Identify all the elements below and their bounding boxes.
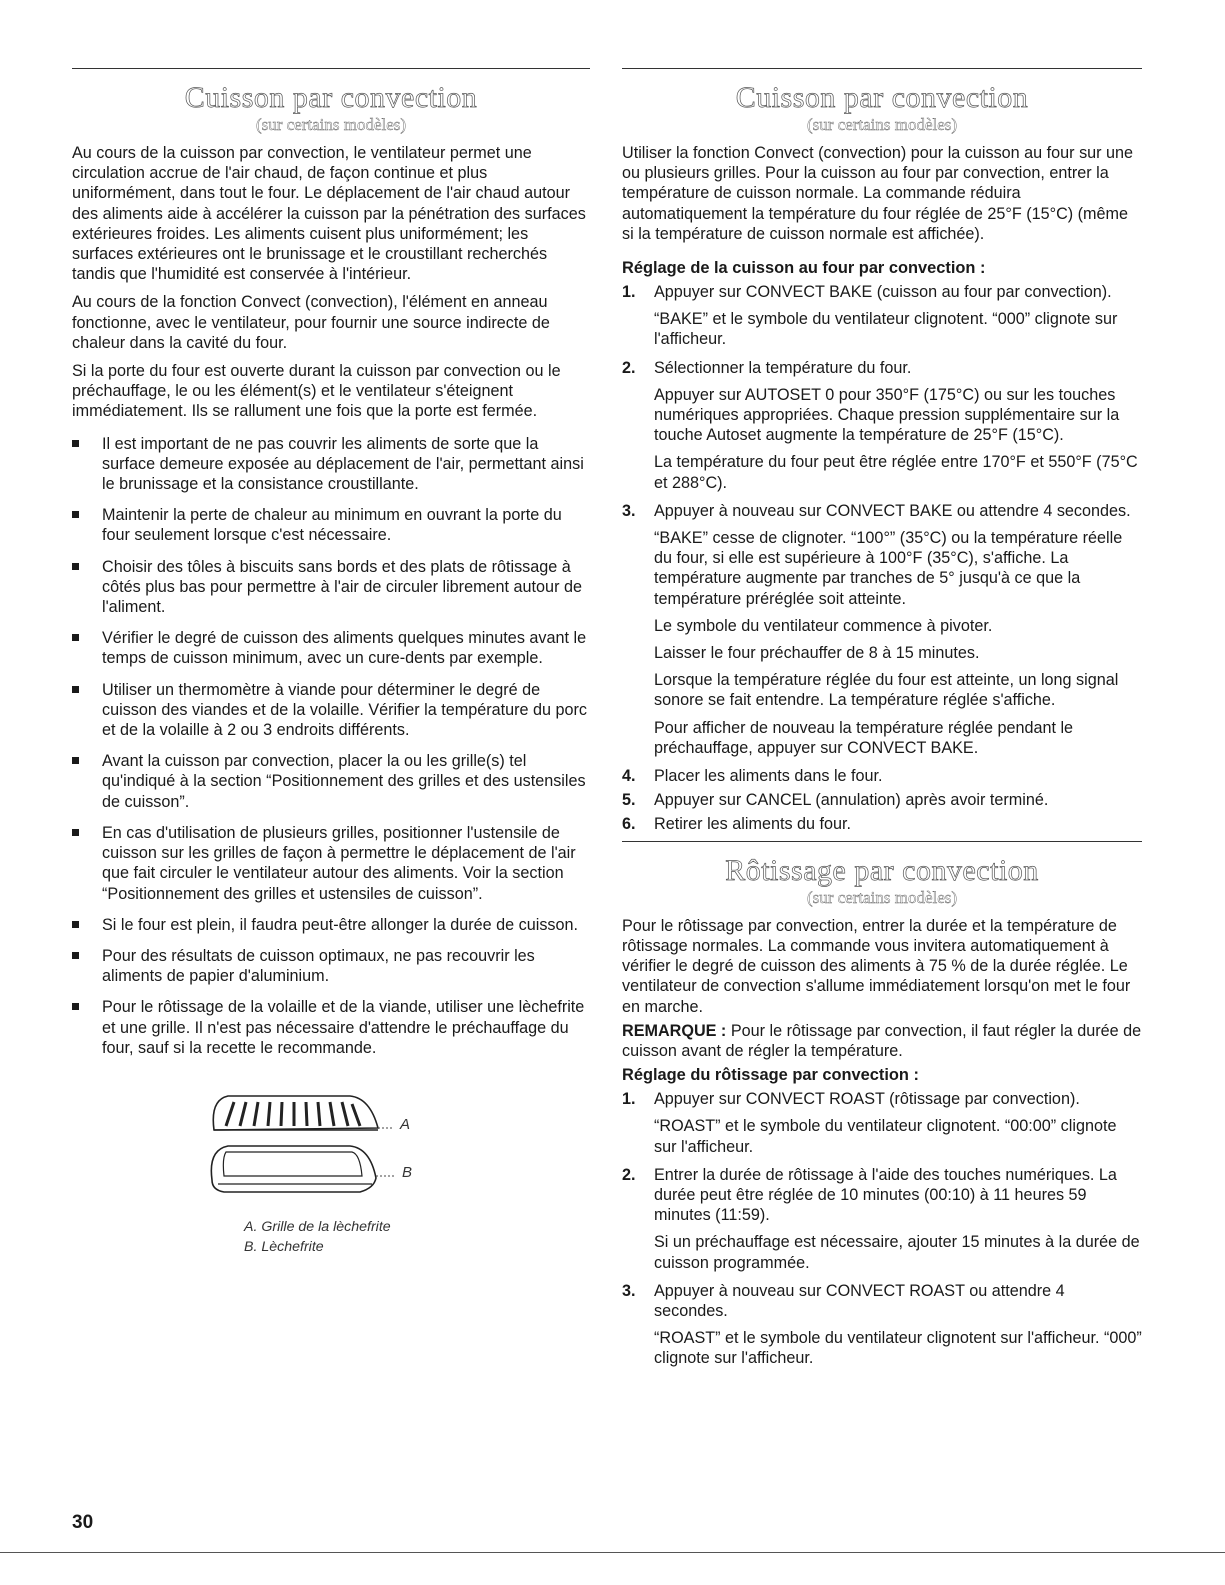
roast-title: Rôtissage par convection: [725, 853, 1039, 887]
tips-list: [72, 434, 590, 1058]
remark-paragraph: [622, 1021, 1142, 1061]
page-number: 30: [72, 1512, 94, 1533]
roast-subtitle: (sur certains modèles): [806, 887, 958, 907]
list-item-text: Utiliser un thermomètre à viande pour déterminer le degré de cuisson des viandes et de la volaille. Vérifier la température du porc et de la volaille à 2 ou 3 endroits différents.: [102, 680, 587, 740]
step-item: [622, 766, 1142, 786]
step-number: 3.: [622, 501, 636, 520]
roast-steps: [622, 1089, 1142, 1368]
section-subtitle: (sur certains modèles): [806, 115, 958, 134]
paragraph: Au cours de la fonction Convect (convection), l'élément en anneau fonctionne, avec le ventilateur, pour fournir une source indirecte de chaleur dans la cavité du four.: [72, 293, 550, 352]
figure-label-a: A: [400, 1115, 411, 1133]
step-text: Si un préchauffage est nécessaire, ajouter 15 minutes à la durée de cuisson programmée.: [654, 1233, 1140, 1272]
remark-text: Pour le rôtissage par convection, il faut régler la durée de cuisson avant de régler la température.: [622, 1021, 1142, 1060]
list-item-text: Pour le rôtissage de la volaille et de la viande, utiliser une lèchefrite et une grille. Il n'est pas nécessaire d'attendre le préchauffage du four, sauf si la recette le recommande.: [102, 998, 585, 1057]
list-item-text: Si le four est plein, il faudra peut-être allonger la durée de cuisson.: [102, 915, 579, 934]
list-item-text: Avant la cuisson par convection, placer la ou les grille(s) tel qu'indiqué à la section “Positionnement des grilles et des ustensiles de cuisson”.: [102, 752, 586, 811]
list-item: [72, 946, 590, 986]
list-item-text: Pour des résultats de cuisson optimaux, ne pas recouvrir les aliments de papier d'aluminium.: [102, 946, 535, 986]
list-item-text: Maintenir la perte de chaleur au minimum en ouvrant la porte du four seulement lorsque c'est nécessaire.: [102, 506, 562, 545]
step-text: “ROAST” et le symbole du ventilateur clignotent. “00:00” clignote sur l'afficheur.: [654, 1117, 1117, 1156]
list-item-text: Vérifier le degré de cuisson des aliments quelques minutes avant le temps de cuisson minimum, avec un cure-dents par exemple.: [102, 629, 587, 668]
list-item: [72, 434, 590, 495]
list-item: [72, 823, 590, 904]
list-item: [72, 505, 590, 545]
broiler-pan-illustration: [200, 1088, 480, 1208]
step-text: Appuyer sur CANCEL (annulation) après avoir terminé.: [654, 791, 1049, 810]
step-text: Appuyer à nouveau sur CONVECT BAKE ou attendre 4 secondes.: [654, 501, 1131, 520]
step-item: [622, 282, 1142, 350]
step-text: La température du four peut être réglée entre 170°F et 550°F (75°C et 288°C).: [654, 453, 1138, 492]
bullet-square-icon: [72, 757, 79, 764]
section-title: Cuisson par convection: [735, 81, 1029, 114]
list-item: [72, 628, 590, 668]
section-rule: [622, 68, 1142, 69]
paragraph: Utiliser la fonction Convect (convection) pour la cuisson au four sur une ou plusieurs grilles. Pour la cuisson au four par convection, entrer la température de cuisson normale. La commande réduira automatiquement la température du four réglée de 25°F (15°C) (même si la température de cuisson normale est affichée).: [622, 144, 1134, 243]
page-bottom-rule: [0, 1552, 1225, 1553]
figure-label-b: B: [402, 1163, 413, 1181]
step-item: [622, 1089, 1142, 1157]
step-item: [622, 1165, 1142, 1273]
step-number: 2.: [622, 358, 636, 377]
list-item: [72, 680, 590, 741]
bullet-square-icon: [72, 634, 79, 641]
step-text: “ROAST” et le symbole du ventilateur clignotent sur l'afficheur. “000” clignote sur l'afficheur.: [654, 1329, 1142, 1368]
right-column: [622, 68, 1142, 1377]
list-item-text: Il est important de ne pas couvrir les aliments de sorte que la surface demeure exposée au déplacement de l'air, permettant ainsi le brunissage et la consistance croustillante.: [102, 434, 584, 494]
section-subtitle: (sur certains modèles): [255, 115, 407, 134]
step-item: [622, 358, 1142, 493]
section-title: Cuisson par convection: [184, 81, 478, 114]
step-item: [622, 501, 1142, 758]
step-text: Lorsque la température réglée du four est atteinte, un long signal sonore se fait entendre. La température réglée s'affiche.: [654, 671, 1119, 710]
broiler-pan-figure: [200, 1088, 480, 1258]
step-number: 3.: [622, 1281, 636, 1300]
step-number: 1.: [622, 283, 636, 302]
step-item: [622, 814, 1142, 834]
remark-label: REMARQUE :: [622, 1021, 727, 1040]
list-item-text: En cas d'utilisation de plusieurs grilles, positionner l'ustensile de cuisson sur les grilles de façon à permettre le déplacement de l'air que fait circuler le ventilateur autour des aliments. Voir la section “Positionnement des grilles et ustensiles de cuisson”.: [102, 823, 576, 903]
bullet-square-icon: [72, 829, 79, 836]
bullet-square-icon: [72, 511, 79, 518]
step-number: 6.: [622, 815, 636, 834]
section-rule: [622, 841, 1142, 842]
step-number: 5.: [622, 791, 636, 810]
step-text: Laisser le four préchauffer de 8 à 15 minutes.: [654, 644, 980, 663]
list-item: [72, 557, 590, 618]
step-text: Retirer les aliments du four.: [654, 815, 852, 834]
section-rule: [72, 68, 590, 69]
paragraph: Pour le rôtissage par convection, entrer la durée et la température de rôtissage normales. La commande vous invitera automatiquement à vérifier le degré de cuisson des aliments à 75 % de la durée réglée. Le ventilateur de convection s'allume immédiatement lorsqu'on met le four en marche.: [622, 916, 1131, 1016]
step-text: Sélectionner la température du four.: [654, 358, 912, 377]
step-text: “BAKE” cesse de clignoter. “100°” (35°C) ou la température réelle du four, si elle est supérieure à 100°F (35°C), s'affiche. La température augmente par tranches de 5° jusqu'à ce que la température préréglée soit atteinte.: [654, 529, 1123, 608]
left-column: [72, 68, 590, 1258]
step-number: 4.: [622, 767, 636, 786]
step-number: 1.: [622, 1090, 636, 1109]
step-text: Appuyer à nouveau sur CONVECT ROAST ou attendre 4 secondes.: [654, 1281, 1065, 1320]
step-text: Appuyer sur CONVECT ROAST (rôtissage par convection).: [654, 1090, 1080, 1109]
paragraph: Si la porte du four est ouverte durant la cuisson par convection ou le préchauffage, le ou les élément(s) et le ventilateur s'éteignent immédiatement. Ils se rallument une fois que la porte est fermée.: [72, 362, 561, 421]
bullet-square-icon: [72, 921, 79, 928]
figure-caption-b: B. Lèchefrite: [244, 1238, 324, 1255]
list-item: [72, 751, 590, 812]
list-item-text: Choisir des tôles à biscuits sans bords et des plats de rôtissage à côtés plus bas pour permettre à l'air de circuler librement autour de l'aliment.: [102, 557, 582, 617]
paragraph: Au cours de la cuisson par convection, le ventilateur permet une circulation accrue de l'air chaud, de façon continue et plus uniformément, dans tout le four. Le déplacement de l'air chaud autour des aliments aide à accélérer la cuisson par la pénétration des surfaces extérieures froides. Les aliments cuisent plus uniformément; les surfaces extérieures ont le brunissage et le croustillant recherchés tandis que l'humidité est conservée à l'intérieur.: [72, 144, 586, 284]
step-item: [622, 790, 1142, 810]
bake-steps: [622, 282, 1142, 835]
step-text: Placer les aliments dans le four.: [654, 767, 883, 786]
step-text: Le symbole du ventilateur commence à pivoter.: [654, 616, 993, 635]
step-text: Appuyer sur AUTOSET 0 pour 350°F (175°C) ou sur les touches numériques appropriées. Chaque pression supplémentaire sur la touche Autoset augmente la température de 25°F (15°C).: [654, 385, 1120, 445]
bullet-square-icon: [72, 952, 79, 959]
bullet-square-icon: [72, 563, 79, 570]
bake-heading: Réglage de la cuisson au four par convection :: [622, 259, 986, 278]
step-text: Appuyer sur CONVECT BAKE (cuisson au four par convection).: [654, 283, 1112, 302]
step-text: Entrer la durée de rôtissage à l'aide des touches numériques. La durée peut être réglée de 10 minutes (00:10) à 11 heures 59 minutes (11:59).: [654, 1165, 1117, 1225]
list-item: [72, 997, 590, 1058]
bullet-square-icon: [72, 1003, 79, 1010]
bullet-square-icon: [72, 440, 79, 447]
roast-heading: Réglage du rôtissage par convection :: [622, 1066, 919, 1085]
bullet-square-icon: [72, 686, 79, 693]
step-number: 2.: [622, 1165, 636, 1184]
step-item: [622, 1281, 1142, 1369]
step-text: Pour afficher de nouveau la température réglée pendant le préchauffage, appuyer sur CONVECT BAKE.: [654, 718, 1074, 757]
list-item: [72, 915, 590, 935]
figure-caption-a: A. Grille de la lèchefrite: [244, 1218, 391, 1235]
step-text: “BAKE” et le symbole du ventilateur clignotent. “000” clignote sur l'afficheur.: [654, 310, 1118, 349]
